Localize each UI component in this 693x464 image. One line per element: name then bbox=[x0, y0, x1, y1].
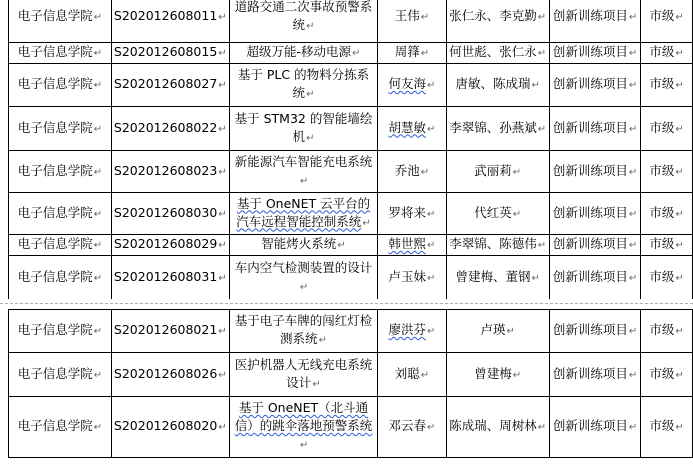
paragraph-mark: ↵ bbox=[531, 272, 540, 284]
code-text: S202012608026 bbox=[113, 365, 218, 381]
college-text: 电子信息学院 bbox=[17, 76, 93, 91]
college-text: 电子信息学院 bbox=[17, 236, 93, 251]
paragraph-mark: ↵ bbox=[420, 48, 430, 59]
advisor-text: 李翠锦、孙燕斌 bbox=[449, 119, 537, 135]
title-text: 智能烤火系统 bbox=[261, 236, 337, 251]
paragraph-mark: ↵ bbox=[306, 89, 315, 100]
leader-text: 廖洪芬 bbox=[388, 322, 426, 337]
paragraph-mark: ↵ bbox=[675, 240, 684, 251]
advisor-text: 何世彪、张仁永 bbox=[449, 44, 537, 59]
advisor-cell bbox=[446, 107, 549, 151]
paragraph-mark: ↵ bbox=[628, 272, 638, 284]
paragraph-mark: ↵ bbox=[362, 217, 371, 229]
leader-text: 周箨 bbox=[394, 44, 420, 59]
level-text: 市级 bbox=[649, 322, 675, 337]
page-break-line bbox=[0, 303, 693, 304]
paragraph-mark: ↵ bbox=[628, 326, 638, 337]
college-cell bbox=[9, 193, 112, 235]
leader-cell bbox=[378, 0, 446, 43]
leader-text: 卢玉妹 bbox=[388, 268, 426, 284]
college-cell bbox=[9, 353, 112, 397]
table-row bbox=[9, 43, 693, 64]
level-text: 市级 bbox=[649, 162, 675, 178]
advisor-text: 李翠锦、陈德伟 bbox=[449, 236, 537, 251]
category-text: 创新训练项目 bbox=[552, 119, 628, 135]
paragraph-mark: ↵ bbox=[512, 369, 522, 381]
college-text: 电子信息学院 bbox=[17, 119, 93, 135]
college-text: 电子信息学院 bbox=[17, 365, 93, 381]
code-text: S202012608023 bbox=[113, 162, 218, 178]
level-cell bbox=[641, 43, 693, 64]
paragraph-mark: ↵ bbox=[93, 369, 103, 381]
paragraph-mark: ↵ bbox=[420, 166, 430, 178]
paragraph-mark: ↵ bbox=[218, 12, 227, 23]
category-text: 创新训练项目 bbox=[552, 162, 628, 178]
leader-cell bbox=[378, 256, 446, 300]
project-code-cell bbox=[111, 235, 229, 256]
paragraph-mark: ↵ bbox=[628, 166, 638, 178]
advisor-cell bbox=[446, 310, 549, 353]
leader-text: 王伟 bbox=[394, 8, 420, 23]
paragraph-mark: ↵ bbox=[420, 12, 430, 23]
level-text: 市级 bbox=[649, 119, 675, 135]
college-cell bbox=[9, 43, 112, 64]
project-title-cell bbox=[229, 0, 378, 43]
project-title-cell bbox=[229, 43, 378, 64]
table-row bbox=[9, 64, 693, 107]
advisor-cell bbox=[446, 397, 549, 458]
advisor-text: 张仁永、李克勤 bbox=[449, 8, 537, 23]
level-cell bbox=[641, 107, 693, 151]
paragraph-mark: ↵ bbox=[675, 166, 684, 178]
paragraph-mark: ↵ bbox=[628, 123, 638, 135]
paragraph-mark: ↵ bbox=[628, 369, 638, 381]
paragraph-mark: ↵ bbox=[426, 422, 436, 433]
code-text: S202012608031 bbox=[113, 268, 218, 284]
paragraph-mark: ↵ bbox=[299, 175, 309, 187]
paragraph-mark: ↵ bbox=[675, 123, 684, 135]
paragraph-mark: ↵ bbox=[218, 422, 227, 433]
paragraph-mark: ↵ bbox=[93, 12, 103, 23]
college-text: 电子信息学院 bbox=[17, 322, 93, 337]
paragraph-mark: ↵ bbox=[93, 326, 103, 337]
category-text: 创新训练项目 bbox=[552, 322, 628, 337]
category-cell bbox=[549, 193, 640, 235]
advisor-cell bbox=[446, 64, 549, 107]
level-text: 市级 bbox=[649, 8, 675, 23]
paragraph-mark: ↵ bbox=[537, 12, 547, 23]
paragraph-mark: ↵ bbox=[675, 422, 684, 433]
advisor-text: 曾建梅 bbox=[474, 365, 512, 381]
advisor-text: 卢瑛 bbox=[480, 322, 506, 337]
paragraph-mark: ↵ bbox=[675, 48, 684, 59]
college-text: 电子信息学院 bbox=[17, 8, 93, 23]
paragraph-mark: ↵ bbox=[218, 166, 227, 178]
paragraph-mark: ↵ bbox=[93, 123, 103, 135]
college-cell bbox=[9, 0, 112, 43]
level-cell bbox=[641, 353, 693, 397]
leader-text: 何友海 bbox=[388, 76, 426, 91]
college-cell bbox=[9, 64, 112, 107]
paragraph-mark: ↵ bbox=[337, 240, 346, 251]
level-cell bbox=[641, 151, 693, 193]
table-row bbox=[9, 353, 693, 397]
level-text: 市级 bbox=[649, 365, 675, 381]
advisor-text: 代红英 bbox=[474, 204, 512, 220]
advisor-cell bbox=[446, 256, 549, 300]
paragraph-mark: ↵ bbox=[93, 240, 103, 251]
project-code-cell bbox=[111, 256, 229, 300]
paragraph-mark: ↵ bbox=[426, 80, 436, 91]
project-title-cell bbox=[229, 107, 378, 151]
paragraph-mark: ↵ bbox=[537, 422, 547, 433]
level-cell bbox=[641, 193, 693, 235]
paragraph-mark: ↵ bbox=[420, 369, 430, 381]
project-title-cell bbox=[229, 256, 378, 300]
category-cell bbox=[549, 256, 640, 300]
project-table-top bbox=[8, 0, 693, 300]
paragraph-mark: ↵ bbox=[93, 166, 103, 178]
paragraph-mark: ↵ bbox=[93, 272, 103, 284]
title-text: 基于电子车牌的闯红灯检测系统 bbox=[234, 313, 373, 346]
paragraph-mark: ↵ bbox=[531, 80, 540, 91]
paragraph-mark: ↵ bbox=[306, 132, 315, 144]
college-cell bbox=[9, 256, 112, 300]
paragraph-mark: ↵ bbox=[312, 378, 321, 390]
college-text: 电子信息学院 bbox=[17, 204, 93, 220]
leader-cell bbox=[378, 64, 446, 107]
category-cell bbox=[549, 107, 640, 151]
paragraph-mark: ↵ bbox=[628, 240, 638, 251]
level-cell bbox=[641, 310, 693, 353]
level-cell bbox=[641, 397, 693, 458]
code-text: S202012608021 bbox=[113, 322, 218, 337]
leader-cell bbox=[378, 310, 446, 353]
category-cell bbox=[549, 43, 640, 64]
project-code-cell bbox=[111, 43, 229, 64]
paragraph-mark: ↵ bbox=[93, 80, 103, 91]
paragraph-mark: ↵ bbox=[306, 21, 315, 32]
category-text: 创新训练项目 bbox=[552, 268, 628, 284]
project-code-cell bbox=[111, 193, 229, 235]
advisor-cell bbox=[446, 43, 549, 64]
category-cell bbox=[549, 64, 640, 107]
project-code-cell bbox=[111, 310, 229, 353]
paragraph-mark: ↵ bbox=[512, 166, 522, 178]
paragraph-mark: ↵ bbox=[675, 369, 684, 381]
level-cell bbox=[641, 256, 693, 300]
advisor-text: 武丽莉 bbox=[474, 162, 512, 178]
title-text: 基于 PLC 的物料分拣系统 bbox=[237, 67, 370, 100]
category-text: 创新训练项目 bbox=[552, 76, 628, 91]
paragraph-mark: ↵ bbox=[537, 240, 547, 251]
paragraph-mark: ↵ bbox=[218, 240, 227, 251]
leader-cell bbox=[378, 235, 446, 256]
project-title-cell bbox=[229, 151, 378, 193]
table-row bbox=[9, 193, 693, 235]
leader-text: 邓云春 bbox=[388, 418, 426, 433]
college-cell bbox=[9, 107, 112, 151]
advisor-cell bbox=[446, 353, 549, 397]
level-cell bbox=[641, 235, 693, 256]
paragraph-mark: ↵ bbox=[93, 422, 103, 433]
table-row bbox=[9, 256, 693, 300]
code-text: S202012608029 bbox=[113, 236, 218, 251]
paragraph-mark: ↵ bbox=[628, 422, 638, 433]
code-text: S202012608022 bbox=[113, 119, 218, 135]
paragraph-mark: ↵ bbox=[218, 272, 227, 284]
college-text: 电子信息学院 bbox=[17, 418, 93, 433]
paragraph-mark: ↵ bbox=[426, 326, 436, 337]
category-cell bbox=[549, 235, 640, 256]
advisor-cell bbox=[446, 235, 549, 256]
category-text: 创新训练项目 bbox=[552, 418, 628, 433]
paragraph-mark: ↵ bbox=[426, 123, 436, 135]
category-text: 创新训练项目 bbox=[552, 8, 628, 23]
paragraph-mark: ↵ bbox=[675, 208, 684, 220]
title-text: 基于 OneNET 云平台的汽车远程智能控制系统 bbox=[236, 195, 371, 229]
title-text: 道路交通二次事故预警系统 bbox=[234, 0, 373, 32]
level-text: 市级 bbox=[649, 268, 675, 284]
category-text: 创新训练项目 bbox=[552, 365, 628, 381]
leader-text: 胡慧敏 bbox=[388, 119, 426, 135]
title-text: 基于 STM32 的智能墙绘机 bbox=[234, 110, 373, 144]
paragraph-mark: ↵ bbox=[675, 80, 684, 91]
paragraph-mark: ↵ bbox=[512, 208, 522, 220]
leader-cell bbox=[378, 397, 446, 458]
table-row bbox=[9, 310, 693, 353]
project-code-cell bbox=[111, 64, 229, 107]
leader-cell bbox=[378, 353, 446, 397]
level-text: 市级 bbox=[649, 418, 675, 433]
project-table-bottom bbox=[8, 309, 693, 458]
code-text: S202012608030 bbox=[113, 204, 218, 220]
paragraph-mark: ↵ bbox=[218, 80, 227, 91]
table-row bbox=[9, 107, 693, 151]
project-code-cell bbox=[111, 353, 229, 397]
paragraph-mark: ↵ bbox=[628, 208, 638, 220]
paragraph-mark: ↵ bbox=[628, 12, 638, 23]
level-text: 市级 bbox=[649, 76, 675, 91]
leader-cell bbox=[378, 43, 446, 64]
paragraph-mark: ↵ bbox=[675, 326, 684, 337]
level-text: 市级 bbox=[649, 44, 675, 59]
title-text: 医护机器人无线充电系统设计 bbox=[234, 356, 373, 390]
title-text: 车内空气检测装置的设计 bbox=[234, 259, 373, 275]
category-cell bbox=[549, 310, 640, 353]
paragraph-mark: ↵ bbox=[537, 48, 547, 59]
advisor-cell bbox=[446, 193, 549, 235]
paragraph-mark: ↵ bbox=[628, 80, 638, 91]
leader-text: 罗将来 bbox=[388, 204, 426, 220]
paragraph-mark: ↵ bbox=[537, 123, 547, 135]
paragraph-mark: ↵ bbox=[675, 12, 684, 23]
leader-text: 乔池 bbox=[394, 162, 420, 178]
title-text: 超级万能-移动电源 bbox=[246, 44, 352, 59]
paragraph-mark: ↵ bbox=[318, 335, 327, 346]
project-title-cell bbox=[229, 193, 378, 235]
paragraph-mark: ↵ bbox=[218, 48, 227, 59]
college-cell bbox=[9, 235, 112, 256]
advisor-cell bbox=[446, 0, 549, 43]
advisor-text: 陈成瑞、周树林 bbox=[449, 418, 537, 433]
category-text: 创新训练项目 bbox=[552, 204, 628, 220]
level-cell bbox=[641, 0, 693, 43]
paragraph-mark: ↵ bbox=[218, 123, 227, 135]
table-row bbox=[9, 0, 693, 43]
project-code-cell bbox=[111, 107, 229, 151]
advisor-text: 唐敏、陈成瑞 bbox=[455, 76, 531, 91]
project-title-cell bbox=[229, 353, 378, 397]
page-gap bbox=[0, 299, 693, 309]
college-cell bbox=[9, 151, 112, 193]
college-text: 电子信息学院 bbox=[17, 44, 93, 59]
level-cell bbox=[641, 64, 693, 107]
college-text: 电子信息学院 bbox=[17, 162, 93, 178]
level-text: 市级 bbox=[649, 204, 675, 220]
leader-cell bbox=[378, 151, 446, 193]
title-text: 基于 OneNET（北斗通信）的跳伞落地预警系统 bbox=[234, 400, 373, 433]
paragraph-mark: ↵ bbox=[218, 208, 227, 220]
category-cell bbox=[549, 353, 640, 397]
code-text: S202012608020 bbox=[113, 418, 218, 433]
category-text: 创新训练项目 bbox=[552, 44, 628, 59]
project-title-cell bbox=[229, 64, 378, 107]
category-text: 创新训练项目 bbox=[552, 236, 628, 251]
paragraph-mark: ↵ bbox=[93, 208, 103, 220]
college-cell bbox=[9, 310, 112, 353]
college-text: 电子信息学院 bbox=[17, 268, 93, 284]
paragraph-mark: ↵ bbox=[299, 440, 309, 451]
leader-text: 刘聪 bbox=[394, 365, 420, 381]
college-cell bbox=[9, 397, 112, 458]
category-cell bbox=[549, 0, 640, 43]
paragraph-mark: ↵ bbox=[628, 48, 638, 59]
project-title-cell bbox=[229, 310, 378, 353]
advisor-cell bbox=[446, 151, 549, 193]
leader-text: 韩世熙 bbox=[388, 236, 426, 251]
level-text: 市级 bbox=[649, 236, 675, 251]
category-cell bbox=[549, 397, 640, 458]
paragraph-mark: ↵ bbox=[426, 208, 436, 220]
paragraph-mark: ↵ bbox=[426, 272, 436, 284]
paragraph-mark: ↵ bbox=[675, 272, 684, 284]
advisor-text: 曾建梅、董钢 bbox=[455, 268, 531, 284]
code-text: S202012608027 bbox=[113, 76, 218, 91]
code-text: S202012608011 bbox=[113, 8, 218, 23]
project-code-cell bbox=[111, 397, 229, 458]
paragraph-mark: ↵ bbox=[218, 326, 227, 337]
paragraph-mark: ↵ bbox=[218, 369, 227, 381]
paragraph-mark: ↵ bbox=[299, 281, 309, 293]
project-title-cell bbox=[229, 397, 378, 458]
code-text: S202012608015 bbox=[113, 44, 218, 59]
paragraph-mark: ↵ bbox=[93, 48, 103, 59]
project-code-cell bbox=[111, 0, 229, 43]
table-row bbox=[9, 397, 693, 458]
project-code-cell bbox=[111, 151, 229, 193]
leader-cell bbox=[378, 107, 446, 151]
leader-cell bbox=[378, 193, 446, 235]
table-row bbox=[9, 151, 693, 193]
paragraph-mark: ↵ bbox=[352, 48, 361, 59]
project-title-cell bbox=[229, 235, 378, 256]
paragraph-mark: ↵ bbox=[506, 326, 515, 337]
category-cell bbox=[549, 151, 640, 193]
title-text: 新能源汽车智能充电系统 bbox=[234, 153, 373, 169]
paragraph-mark: ↵ bbox=[426, 240, 436, 251]
table-row bbox=[9, 235, 693, 256]
